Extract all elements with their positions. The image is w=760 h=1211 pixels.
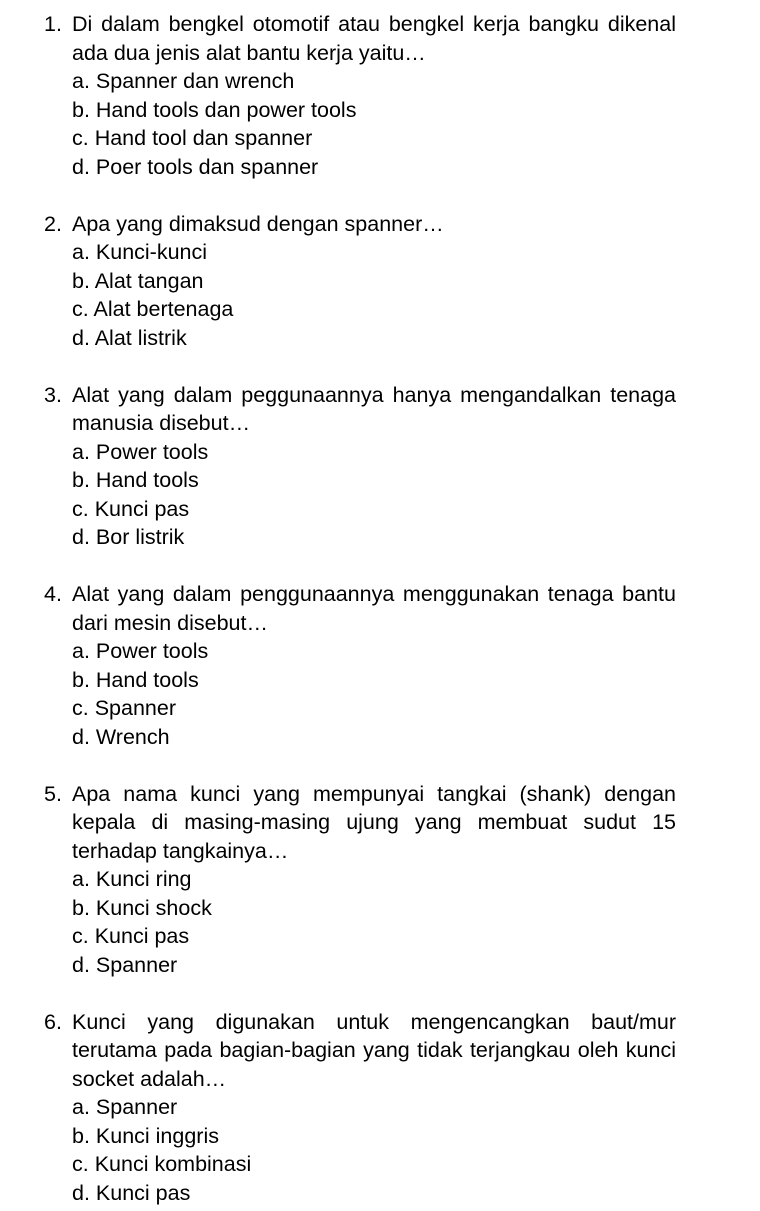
option-d: d. Kunci pas [72,1180,191,1205]
option-a: a. Spanner [72,1095,178,1119]
question-text: Alat yang dalam penggunaannya menggunakan tenaga bantu dari mesin disebut… [72,582,676,635]
option-c: c. Kunci pas [72,924,190,948]
option-a: a. Kunci ring [72,867,192,891]
option-list [72,238,676,352]
option-d: d. Alat listrik [72,325,187,350]
question-number: 4. [44,582,62,606]
option-a: a. Kunci-kunci [72,240,208,264]
question-1 [44,10,676,181]
question-text: Apa nama kunci yang mempunyai tangkai (shank) dengan kepala di masing-masing ujung yang membuat sudut 15 terhadap tangkainya… [72,781,676,863]
spacer [0,352,760,381]
option-c: c. Kunci pas [72,496,190,521]
question-3 [44,381,676,552]
option-c: c. Kunci kombinasi [72,1152,252,1176]
question-text: Kunci yang digunakan untuk mengencangkan baut/mur terutama pada bagian-bagian yang tidak terjangkau oleh kunci socket adalah… [72,1009,676,1091]
question-4 [44,580,676,751]
spacer [0,552,760,581]
spacer [0,979,760,1008]
option-list [72,865,676,979]
question-5 [44,780,676,980]
option-b: b. Hand tools dan power tools [72,97,357,122]
option-d: d. Bor listrik [72,525,185,549]
question-number: 5. [44,781,62,806]
option-c: c. Hand tool dan spanner [72,126,313,150]
option-b: b. Kunci shock [72,895,212,920]
question-number: 6. [44,1009,62,1034]
option-a: a. Power tools [72,439,209,464]
option-c: c. Spanner [72,696,176,720]
option-d: d. Wrench [72,724,170,749]
question-text: Di dalam bengkel otomotif atau bengkel kerja bangku dikenal ada dua jenis alat bantu kerja yaitu… [72,12,676,65]
option-list [72,1093,676,1207]
question-2 [44,210,676,353]
question-6 [44,1008,676,1208]
option-d: d. Poer tools dan spanner [72,154,319,179]
question-text: Alat yang dalam peggunaannya hanya mengandalkan tenaga manusia disebut… [72,382,676,435]
option-b: b. Hand tools [72,667,199,692]
option-d: d. Spanner [72,952,178,977]
option-c: c. Alat bertenaga [72,297,234,321]
question-number: 1. [44,12,62,36]
option-list [72,438,676,552]
option-list [72,67,676,181]
spacer [0,751,760,780]
option-b: b. Alat tangan [72,268,204,293]
option-b: b. Hand tools [72,468,199,492]
spacer [0,181,760,210]
option-list [72,637,676,751]
question-number: 3. [44,382,62,407]
question-number: 2. [44,211,62,236]
option-a: a. Power tools [72,639,209,663]
option-a: a. Spanner dan wrench [72,69,295,93]
option-b: b. Kunci inggris [72,1123,219,1148]
question-text: Apa yang dimaksud dengan spanner… [72,211,444,236]
